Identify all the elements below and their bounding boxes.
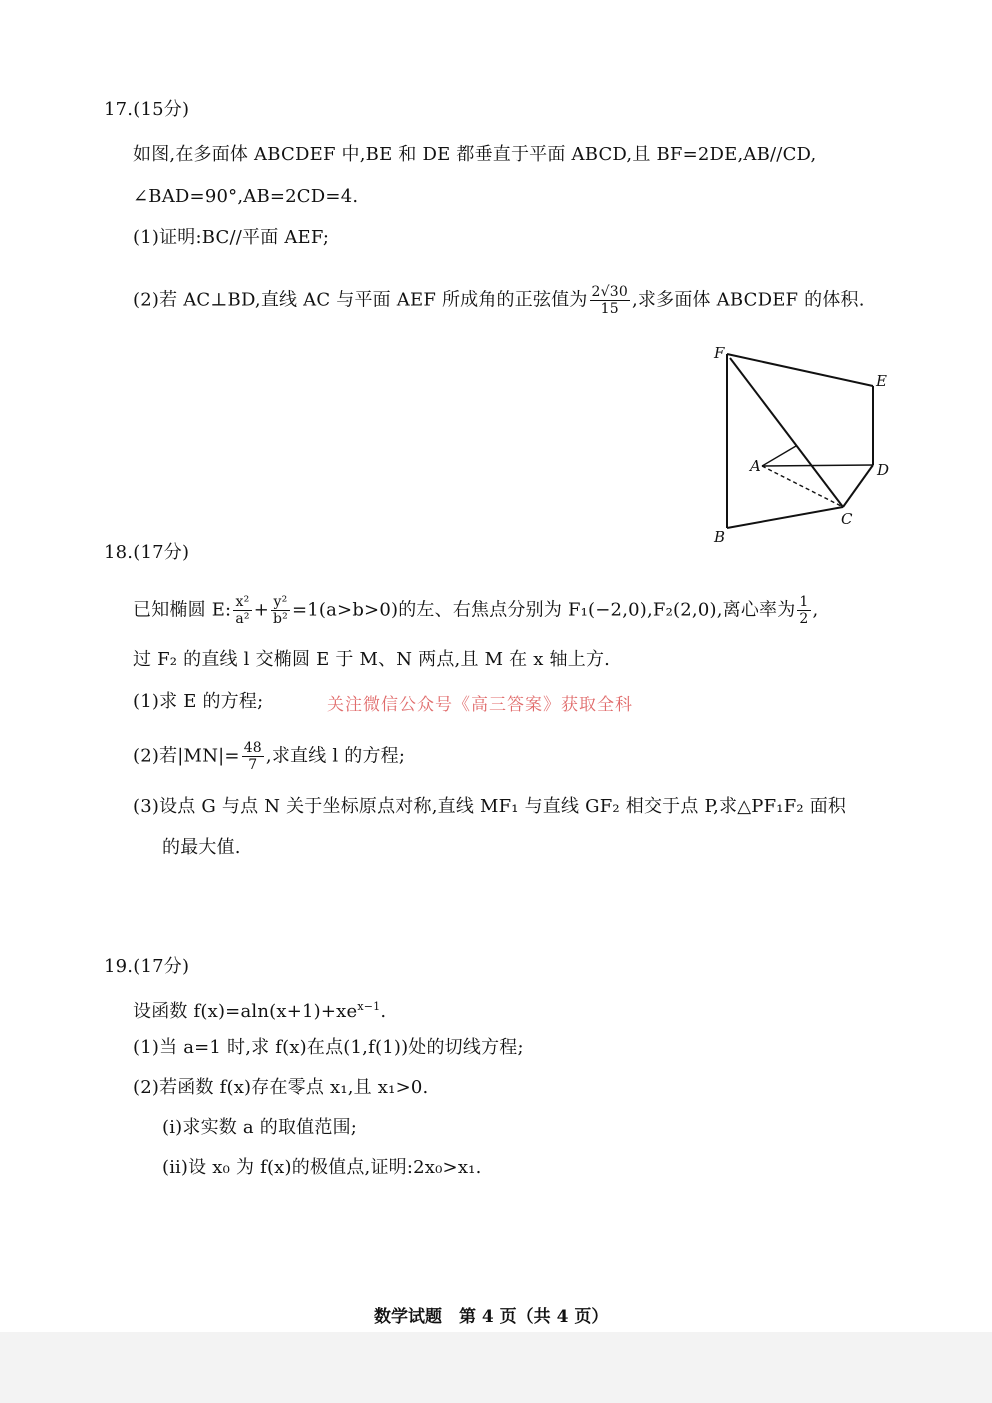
q18-mn-fraction xyxy=(242,740,264,773)
q18-ecc-denominator: 2 xyxy=(799,611,809,627)
q19-stem xyxy=(133,995,386,1024)
q17-stem-line1: 如图,在多面体 ABCDEF 中,BE 和 DE 都垂直于平面 ABCD,且 BF=2DE,AB//CD, xyxy=(133,144,817,165)
q19-part2: (2)若函数 f(x)存在零点 x₁,且 x₁>0. xyxy=(133,1077,429,1098)
q18-line1-text-c: , xyxy=(812,599,819,621)
q19-part2-i: (ⅰ)求实数 a 的取值范围; xyxy=(162,1117,358,1138)
q18-x-denominator: a² xyxy=(235,611,250,627)
q18-y-fraction xyxy=(271,594,290,627)
edge-FE xyxy=(727,354,873,386)
q19-part1: (1)当 a=1 时,求 f(x)在点(1,f(1))处的切线方程; xyxy=(133,1037,524,1058)
edge-AD xyxy=(762,465,873,466)
label-C: C xyxy=(841,510,853,528)
q18-part1: (1)求 E 的方程; xyxy=(133,691,264,712)
q17-header: 17.(15分) xyxy=(104,99,190,120)
q17-sine-numerator: 2√30 xyxy=(591,284,628,300)
q19-stem-exponent: x−1 xyxy=(357,1000,381,1013)
q17-part2 xyxy=(133,284,865,317)
q18-header: 18.(17分) xyxy=(104,542,190,563)
edge-AF-partial xyxy=(762,446,796,466)
edge-FC xyxy=(730,358,843,507)
q17-part1: (1)证明:BC//平面 AEF; xyxy=(133,227,330,248)
q18-plus: + xyxy=(253,599,269,621)
q18-part2 xyxy=(133,740,405,773)
q17-stem-line2: ∠BAD=90°,AB=2CD=4. xyxy=(133,186,359,207)
q19-header: 19.(17分) xyxy=(104,956,190,977)
q18-x-numerator: x² xyxy=(233,594,251,611)
q17-sine-denominator: 15 xyxy=(600,301,619,317)
label-E: E xyxy=(876,372,887,390)
label-B: B xyxy=(714,528,726,546)
q18-part2-text-b: ,求直线 l 的方程; xyxy=(265,745,406,767)
q18-y-numerator: y² xyxy=(271,594,290,611)
q18-line2: 过 F₂ 的直线 l 交椭圆 E 于 M、N 两点,且 M 在 x 轴上方. xyxy=(133,649,611,670)
page-bottom-margin xyxy=(0,1332,992,1403)
q18-line1-text-a: 已知椭圆 E: xyxy=(133,599,232,621)
q18-part3-line1: (3)设点 G 与点 N 关于坐标原点对称,直线 MF₁ 与直线 GF₂ 相交于点 P,求△PF₁F₂ 面积 xyxy=(133,796,847,817)
q18-y-denominator: b² xyxy=(272,611,288,627)
q18-part3-line2: 的最大值. xyxy=(162,837,241,858)
q18-x-fraction xyxy=(233,594,251,627)
polyhedron-figure xyxy=(700,340,910,550)
q18-ecc-numerator: 1 xyxy=(799,594,809,610)
q18-mn-numerator: 48 xyxy=(243,740,262,756)
label-D: D xyxy=(877,461,890,479)
q18-part2-text-a: (2)若|MN|= xyxy=(133,745,240,767)
label-F: F xyxy=(714,344,725,362)
page-footer: 数学试题 第 4 页（共 4 页） xyxy=(374,1307,609,1327)
edge-CD xyxy=(843,465,873,507)
q18-line1-text-b: =1(a>b>0)的左、右焦点分别为 F₁(−2,0),F₂(2,0),离心率为 xyxy=(291,599,796,621)
q18-ecc-fraction xyxy=(797,594,810,627)
watermark-text: 关注微信公众号《高三答案》获取全科 xyxy=(327,695,633,715)
q18-line1 xyxy=(133,594,818,627)
edge-BC xyxy=(727,507,843,528)
label-A: A xyxy=(750,457,761,475)
q19-part2-ii: (ⅱ)设 x₀ 为 f(x)的极值点,证明:2x₀>x₁. xyxy=(162,1157,482,1178)
edge-AC-hidden xyxy=(762,466,843,507)
q19-stem-end: . xyxy=(380,1001,387,1022)
q17-part2-text-b: ,求多面体 ABCDEF 的体积. xyxy=(632,289,865,311)
q17-part2-text-a: (2)若 AC⊥BD,直线 AC 与平面 AEF 所成角的正弦值为 xyxy=(133,289,588,311)
q17-sine-fraction xyxy=(590,284,630,317)
q18-mn-denominator: 7 xyxy=(248,757,258,773)
q19-stem-text: 设函数 f(x)=aln(x+1)+xe xyxy=(133,1001,358,1022)
